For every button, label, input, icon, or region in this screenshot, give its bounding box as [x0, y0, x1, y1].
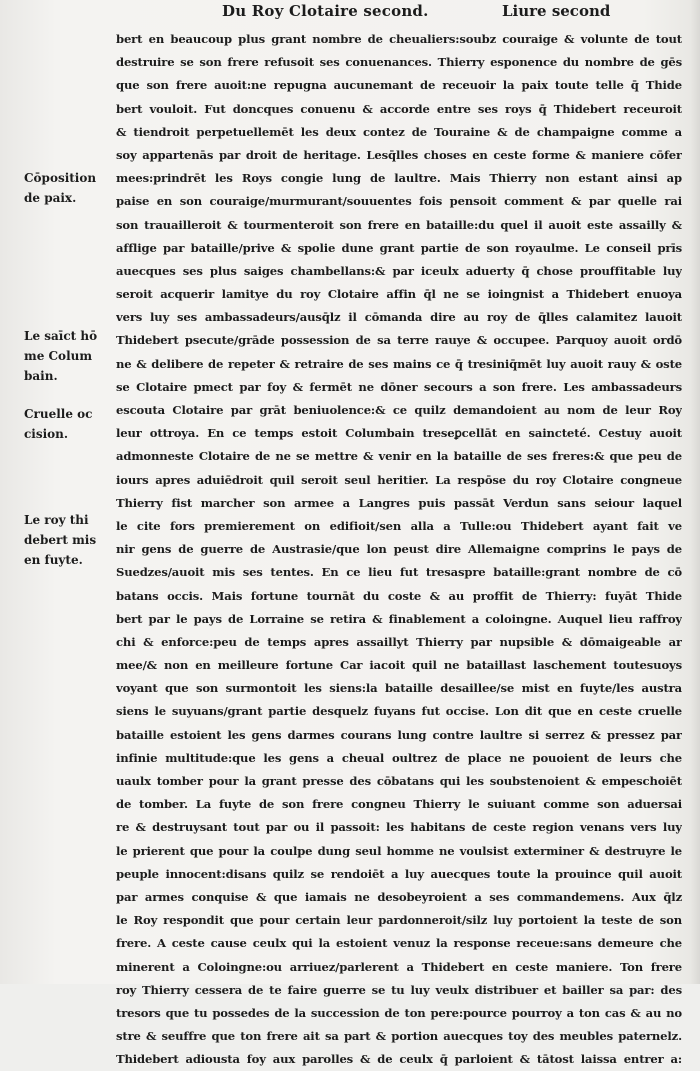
text-line: frere. A ceste cause ceulx qui la estoient venuz la response receue:sans demeure che [116, 936, 682, 951]
text-line: bert en beaucoup plus grant nombre de cheualiers:soubz couraige & volunte de tout [116, 32, 682, 46]
text-line: batans occis. Mais fortune tournāt du coste & au proffit de Thierry: fuyāt Thide [116, 588, 682, 603]
margin-note-columbain [24, 326, 114, 386]
text-line: Thidebert psecute/grāde possession de sa terre rauye & occupee. Parquoy auoit ordō [116, 333, 682, 348]
text-line: par armes conquise & que iamais ne desobeyroient a ses commandemens. Aux q̄lz [116, 889, 682, 904]
text-line: iours apres aduiēdroit quil seroit seul heritier. La respōse du roy Clotaire congneue [116, 472, 682, 487]
text-line: infinie multitude:que les gens a cheual oultrez de place ne pouoient de leurs che [116, 750, 682, 765]
text-line: seroit acquerir lamitye du roy Clotaire affin q̄l ne se ioingnist a Thidebert enuoya [116, 287, 682, 302]
text-line: soy appartenās par droit de heritage. Lesq̄lles choses en ceste forme & maniere cōfer [116, 147, 682, 162]
text-line: que son frere auoit:ne repugna aucunemant de receuoir la paix toute telle q̄ Thide [116, 78, 682, 93]
text-line: re & destruysant tout par ou il passoit: les habitans de ceste region venans vers luy [116, 820, 682, 835]
text-line: uaulx tomber pour la grant presse des cōbatans qui les soubstenoient & empeschoiēt [116, 774, 682, 788]
text-line: voyant que son surmontoit les siens:la bataille desaillee/se mist en fuyte/les austra [116, 681, 682, 696]
text-line: bert vouloit. Fut doncques conuenu & accorde entre ses roys q̄ Thidebert receuroit [116, 101, 682, 116]
margin-note-cruelle [24, 404, 114, 444]
text-line: leur ottroya. En ce temps estoit Columbain treseꝑcellāt en saincteté. Cestuy auoit [116, 426, 682, 441]
text-line: son trauailleroit & tourmenteroit son frere en bataille:du quel il auoit este assailly & [116, 217, 682, 232]
text-line: paise en son couraige/murmurant/souuentes fois pensoit comment & par quelle rai [116, 194, 682, 209]
body-text [116, 28, 682, 1071]
text-line: Thidebert adiousta foy aux parolles & de ceulx q̄ parloient & tātost laissa entrer a: [116, 1052, 682, 1067]
page-edge-shadow [690, 0, 700, 984]
margin-note-composition [24, 168, 114, 208]
text-line: de tomber. La fuyte de son frere congneu Thierry le suiuant comme son aduersai [116, 797, 682, 812]
margin-note-line: Le roy thi [24, 513, 89, 527]
text-line: mee/& non en meilleure fortune Car iacoit quil ne bataillast laschement toutesuoys [116, 658, 682, 673]
text-line: siens le suyuans/grant partie desquelz fuyans fut occise. Lon dit que en ceste cruelle [116, 704, 682, 719]
text-line: nir gens de guerre de Austrasie/que lon peust dire Allemaigne comprins le pays de [116, 542, 682, 557]
text-line: & tiendroit perpetuellemēt les deux contez de Touraine & de champaigne comme a [116, 124, 682, 139]
margin-note-line: bain. [24, 369, 58, 383]
text-line: escouta Clotaire par grāt beniuolence:& ce quilz demandoient au nom de leur Roy [116, 403, 682, 417]
text-line: bert par le pays de Lorraine se retira & finablement a coloingne. Auquel lieu raffroy [116, 611, 682, 626]
text-line: chi & enforce:peu de temps apres assaillyt Thierry par nupsible & dōmaigeable ar [116, 634, 682, 649]
text-line: admonneste Clotaire de ne se mettre & venir en la bataille de ses freres:& que peu de [116, 449, 682, 464]
text-line: peuple innocent:disans quilz se rendoiēt a luy auecques toute la prouince quil auoit [116, 866, 682, 881]
text-line: minerent a Coloingne:ou arriuez/parlerent a Thidebert en ceste maniere. Ton frere [116, 959, 682, 974]
text-line: destruire se son frere refusoit ses conuenances. Thierry esponence du nombre de gēs [116, 55, 682, 70]
margin-note-line: me Colum [24, 349, 93, 363]
text-line: le Roy respondit que pour certain leur pardonneroit/silz luy portoient la teste de son [116, 913, 682, 928]
text-line: le cite fors premierement on edifioit/sen alla a Tulle:ou Thidebert ayant fait ve [116, 518, 682, 533]
margin-note-line: de paix. [24, 191, 77, 205]
text-line: roy Thierry cessera de te faire guerre se tu luy veulx distribuer et bailler sa par: des [116, 982, 682, 997]
margin-note-line: en fuyte. [24, 553, 83, 567]
text-line: auecques ses plus saiges chambellans:& par iceulx aduerty q̄ chose prouffitable luy [116, 263, 682, 278]
margin-note-line: debert mis [24, 533, 97, 547]
page-header [0, 0, 700, 26]
margin-note-thidebert [24, 510, 114, 570]
margin-note-line: cision. [24, 427, 69, 441]
text-line: ne & delibere de repeter & retraire de ses mains ce q̄ tresiniq̄mēt luy auoit rauy & oste [116, 356, 682, 371]
running-title: Du Roy Clotaire second. [222, 2, 429, 20]
text-line: se Clotaire pmect par foy & fermēt ne dōner secours a son frere. Les ambassadeurs [116, 379, 682, 394]
text-line: vers luy ses ambassadeurs/ausq̄lz il cōmanda dire au roy de q̄lles calamitez lauoit [116, 310, 682, 325]
text-line: mees:prindrēt les Roys congie lung de laultre. Mais Thierry non estant ainsi ap [116, 171, 682, 186]
margin-note-line: Le saīct hō [24, 329, 98, 343]
text-line: bataille estoient les gens darmes courans lung contre laultre si serrez & pressez par [116, 727, 682, 742]
text-line: Thierry fist marcher son armee a Langres puis passāt Verdun sans seiour laquel [116, 495, 682, 510]
text-line: afflige par bataille/prive & spolie dune grant partie de son royaulme. Le conseil prīs [116, 240, 682, 255]
margin-note-line: Cruelle oc [24, 407, 93, 421]
text-line: tresors que tu possedes de la succession de ton pere:pource pourroy a ton cas & au no [116, 1005, 682, 1020]
book-label: Liure second [502, 2, 611, 20]
margin-note-line: Cōposition [24, 171, 97, 185]
text-line: stre & seuffre que ton frere ait sa part & portion auecques toy des meubles paternelz. [116, 1029, 682, 1044]
text-line: le prierent que pour la coulpe dung seul homme ne voulsist exterminer & destruyre le [116, 843, 682, 858]
text-line: Suedzes/auoit mis ses tentes. En ce lieu fut tresaspre bataille:grant nombre de cō [116, 565, 682, 580]
